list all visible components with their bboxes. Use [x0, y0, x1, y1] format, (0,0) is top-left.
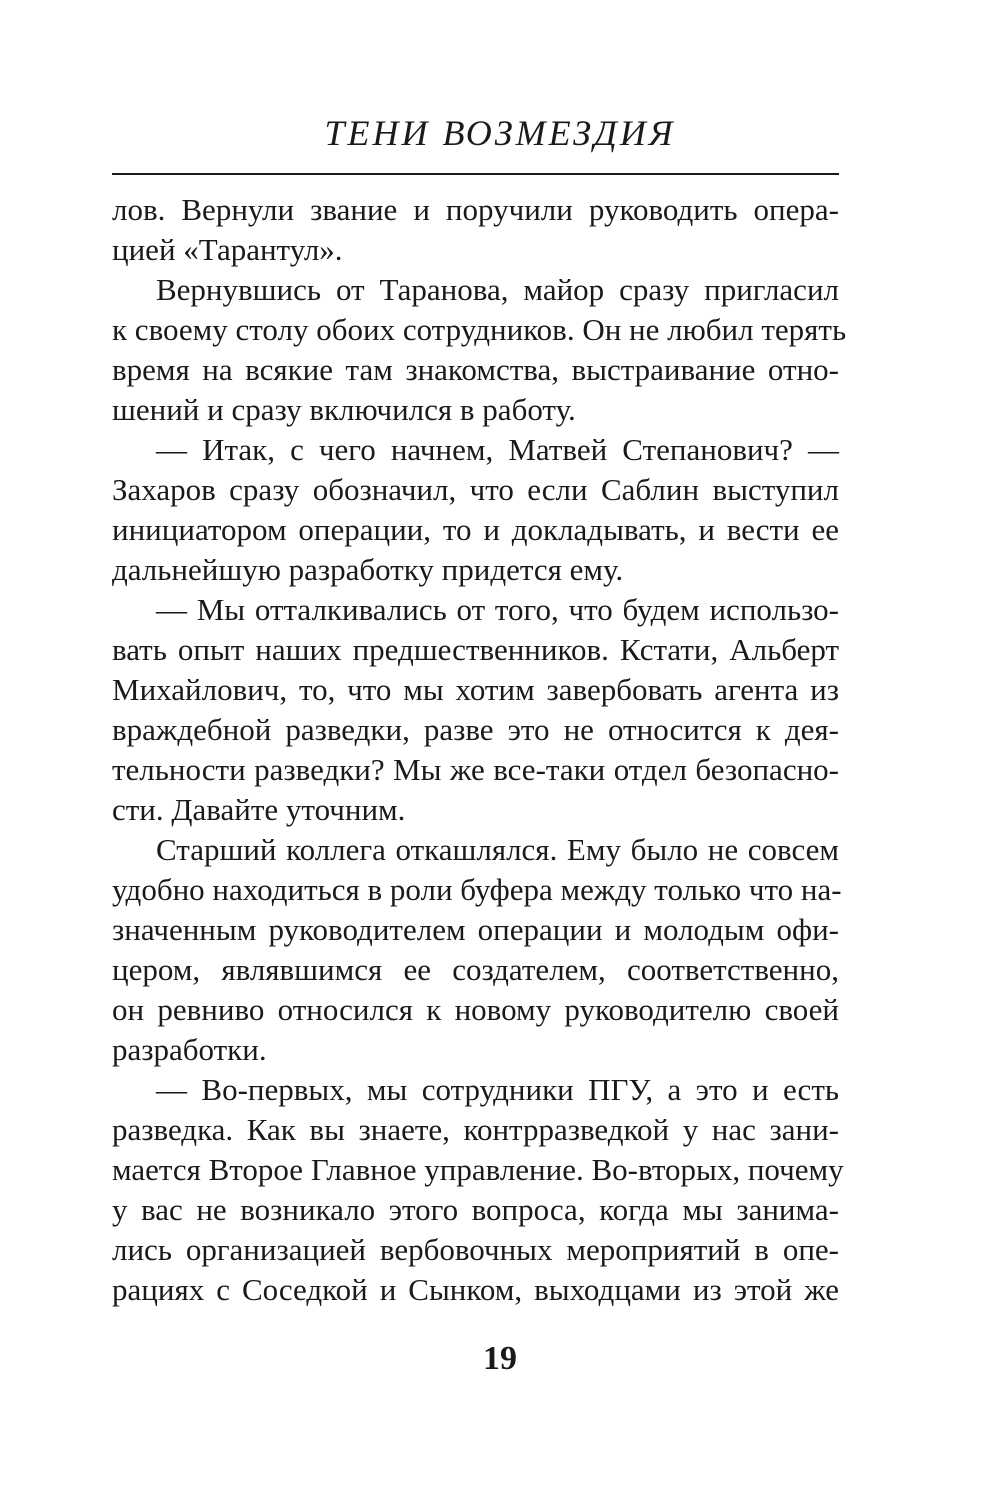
text-line: — Итак, с чего начнем, Матвей Степанович? —: [156, 432, 839, 467]
text-line: мается Второе Главное управление. Во-вторых, почему: [112, 1152, 844, 1187]
text-line: Вернувшись от Таранова, майор сразу пригласил: [156, 272, 839, 307]
text-line: значенным руководителем операции и молодым офи-: [112, 912, 839, 947]
text-line: Старший коллега откашлялся. Ему было не совсем: [156, 832, 839, 867]
text-line: инициатором операции, то и докладывать, и вести ее: [112, 512, 839, 547]
header-divider: [112, 173, 839, 175]
text-line: время на всякие там знакомства, выстраивание отно-: [112, 352, 839, 387]
text-line: к своему столу обоих сотрудников. Он не любил терять: [112, 312, 847, 347]
text-line: разработки.: [112, 1032, 267, 1067]
page-number: 19: [483, 1340, 517, 1377]
running-header: ТЕНИ ВОЗМЕЗДИЯ: [324, 113, 676, 153]
text-line: лов. Вернули звание и поручили руководить опера-: [112, 192, 839, 227]
text-line: он ревниво относился к новому руководителю своей: [112, 992, 839, 1027]
text-line: удобно находиться в роли буфера между только что на-: [112, 872, 842, 907]
text-line: вать опыт наших предшественников. Кстати, Альберт: [112, 632, 839, 667]
text-line: разведка. Как вы знаете, контрразведкой у нас зани-: [112, 1112, 839, 1147]
body-text: [112, 190, 847, 1310]
text-line: Захаров сразу обозначил, что если Саблин выступил: [112, 472, 839, 507]
text-line: рациях с Соседкой и Сынком, выходцами из этой же: [112, 1272, 839, 1307]
text-line: — Мы отталкивались от того, что будем использо-: [156, 592, 839, 627]
text-line: враждебной разведки, разве это не относится к дея-: [112, 712, 839, 747]
text-line: шений и сразу включился в работу.: [112, 392, 576, 427]
text-line: цером, являвшимся ее создателем, соответственно,: [112, 952, 839, 987]
text-line: дальнейшую разработку придется ему.: [112, 552, 624, 587]
text-line: — Во-первых, мы сотрудники ПГУ, а это и есть: [156, 1072, 839, 1107]
text-line: лись организацией вербовочных мероприятий в опе-: [112, 1232, 839, 1267]
text-line: тельности разведки? Мы же все-таки отдел безопасно-: [112, 752, 839, 787]
text-line: у вас не возникало этого вопроса, когда мы занима-: [112, 1192, 839, 1227]
text-line: сти. Давайте уточним.: [112, 792, 406, 827]
text-line: Михайлович, то, что мы хотим завербовать агента из: [112, 672, 839, 707]
text-line: цией «Тарантул».: [112, 232, 343, 267]
